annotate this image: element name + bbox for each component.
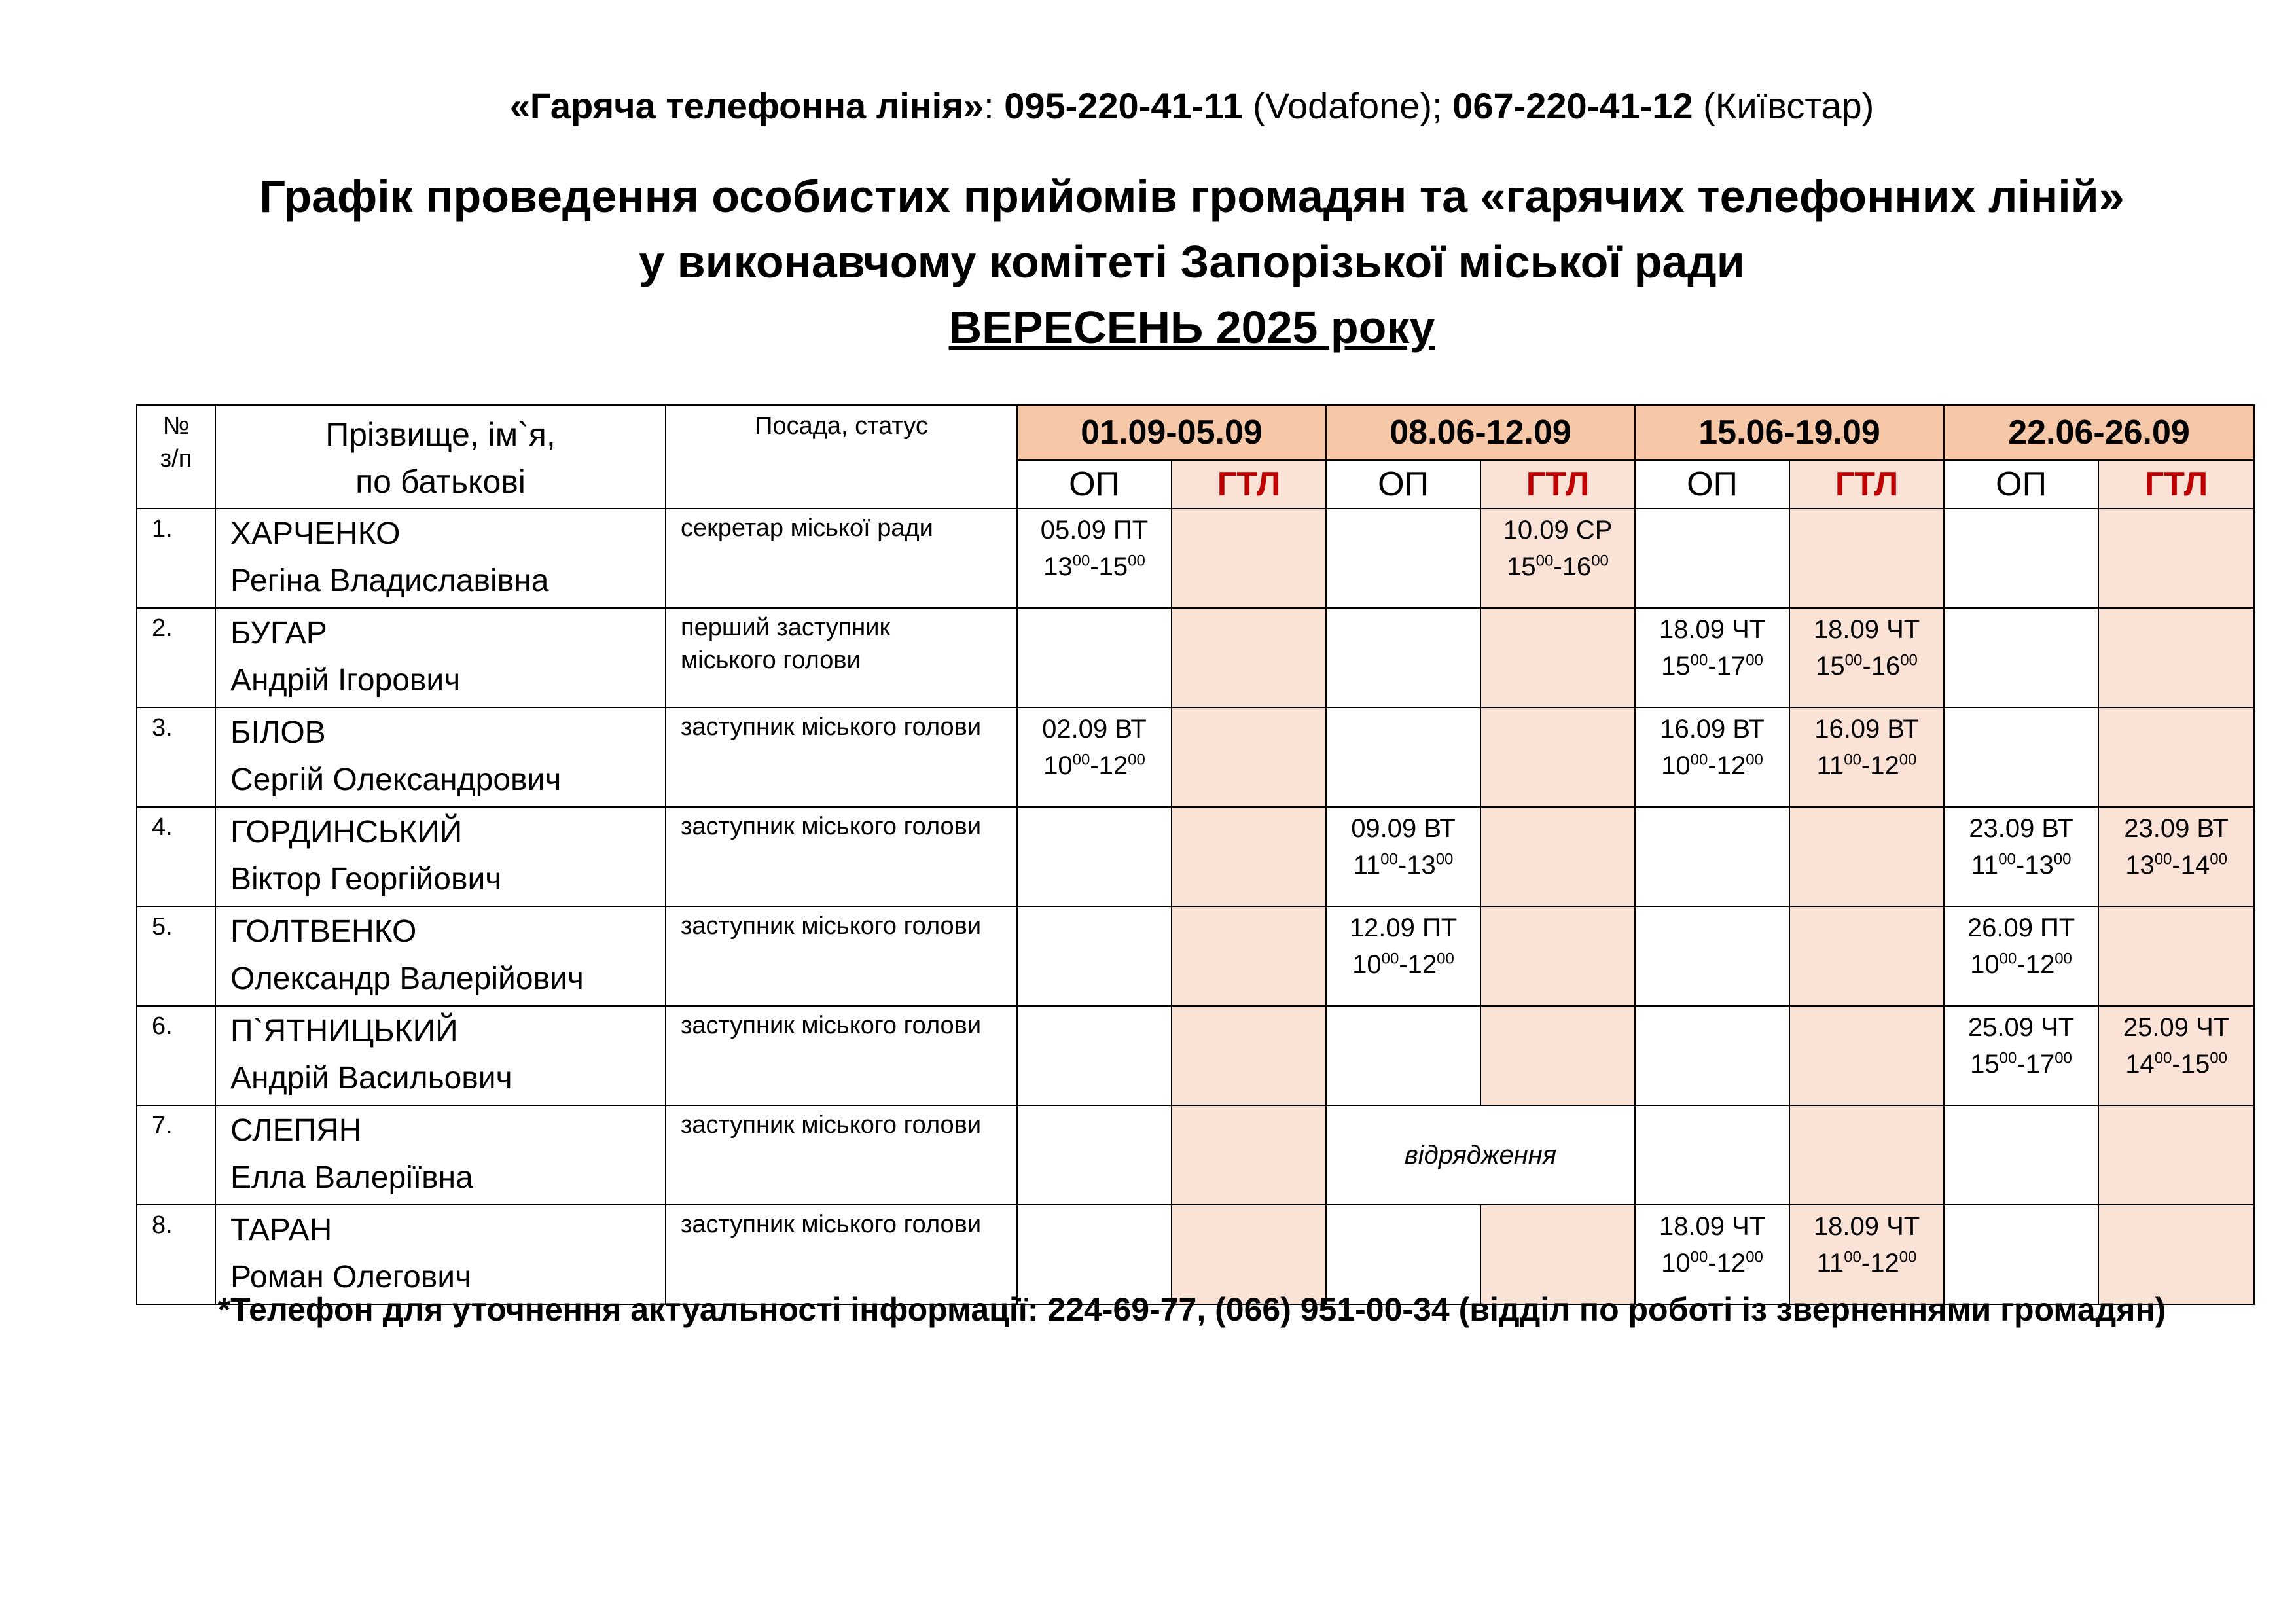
table-row <box>137 707 2254 807</box>
slot-time: $11^{00}-13^{00}$ <box>1353 850 1454 880</box>
slot-day: 25.09 ЧТ <box>2123 1013 2230 1042</box>
op-slot <box>1017 608 1172 707</box>
table-row <box>137 906 2254 1006</box>
person-surname: ГОРДИНСЬКИЙ <box>230 815 463 849</box>
hotline-operator-2: (Київстар) <box>1693 85 1874 126</box>
op-slot <box>1635 1105 1789 1205</box>
person-position: заступник міського голови <box>666 807 1017 906</box>
person-position: перший заступник міського голови <box>666 608 1017 707</box>
op-slot <box>1326 1006 1480 1105</box>
op-slot <box>1944 906 2098 1006</box>
op-slot <box>1944 807 2098 906</box>
op-slot <box>1326 508 1480 608</box>
table-row <box>137 508 2254 608</box>
op-slot <box>1017 508 1172 608</box>
header-number-line-2: з/п <box>160 445 192 473</box>
person-name <box>215 1006 666 1105</box>
gtl-slot <box>1480 508 1635 608</box>
table-row <box>137 1006 2254 1105</box>
person-surname: ТАРАН <box>230 1213 332 1247</box>
person-surname: СЛЕПЯН <box>230 1113 362 1148</box>
gtl-slot <box>2098 608 2254 707</box>
slot-time: $10^{00}-12^{00}$ <box>1661 751 1763 780</box>
op-slot <box>1635 608 1789 707</box>
gtl-slot <box>1172 707 1326 807</box>
row-number: 4. <box>137 807 215 906</box>
op-slot <box>1635 906 1789 1006</box>
op-slot <box>1635 707 1789 807</box>
table-row <box>137 608 2254 707</box>
slot-time: $15^{00}-17^{00}$ <box>1970 1049 2072 1079</box>
slot-day: 16.09 ВТ <box>1660 715 1765 743</box>
person-name <box>215 906 666 1006</box>
person-given-name: Андрій Васильович <box>230 1061 512 1096</box>
gtl-slot <box>2098 807 2254 906</box>
slot-time: $15^{00}-16^{00}$ <box>1816 651 1918 681</box>
slot-day: 02.09 ВТ <box>1042 715 1147 743</box>
row-number: 3. <box>137 707 215 807</box>
header-week-3: 15.06-19.09 <box>1635 405 1944 460</box>
op-slot <box>1635 1006 1789 1105</box>
gtl-slot <box>1480 608 1635 707</box>
gtl-slot <box>2098 508 2254 608</box>
gtl-slot <box>1789 807 1944 906</box>
person-given-name: Андрій Ігорович <box>230 663 461 698</box>
person-name <box>215 608 666 707</box>
slot-day: 25.09 ЧТ <box>1967 1013 2075 1042</box>
header-number-line-1: № <box>162 412 190 440</box>
header-op: ОП <box>1944 460 2098 508</box>
gtl-slot <box>2098 1006 2254 1105</box>
gtl-slot <box>1789 1006 1944 1105</box>
schedule-table <box>136 404 2255 1305</box>
header-row-weeks <box>137 405 2254 460</box>
slot-day: 18.09 ЧТ <box>1813 615 1920 644</box>
hotline-line <box>0 80 2296 132</box>
header-number <box>137 405 215 508</box>
person-name <box>215 1105 666 1205</box>
person-given-name: Роман Олегович <box>230 1260 472 1294</box>
person-given-name: Елла Валеріївна <box>230 1160 473 1195</box>
gtl-slot <box>1172 1006 1326 1105</box>
person-given-name: Регіна Владиславівна <box>230 563 549 598</box>
header-week-2: 08.06-12.09 <box>1326 405 1635 460</box>
op-slot <box>1017 1105 1172 1205</box>
header-gtl: ГТЛ <box>1480 460 1635 508</box>
hotline-operator-1: (Vodafone); <box>1242 85 1453 126</box>
slot-time: $13^{00}-15^{00}$ <box>1043 552 1145 581</box>
header-op: ОП <box>1017 460 1172 508</box>
gtl-slot <box>1480 906 1635 1006</box>
slot-time: $15^{00}-17^{00}$ <box>1661 651 1763 681</box>
slot-day: 09.09 ВТ <box>1351 814 1456 843</box>
header-gtl: ГТЛ <box>1789 460 1944 508</box>
gtl-slot <box>1480 807 1635 906</box>
header-name-line-2: по батькові <box>355 463 526 500</box>
header-gtl: ГТЛ <box>1172 460 1326 508</box>
op-slot <box>1017 1006 1172 1105</box>
op-slot <box>1017 807 1172 906</box>
hotline-sep: : <box>984 85 1005 126</box>
slot-day: 05.09 ПТ <box>1040 516 1149 544</box>
gtl-slot <box>1789 1105 1944 1205</box>
op-slot <box>1326 906 1480 1006</box>
row-number: 2. <box>137 608 215 707</box>
slot-time: $10^{00}-12^{00}$ <box>1352 950 1454 979</box>
slot-day: 10.09 СР <box>1503 516 1613 544</box>
slot-time: $11^{00}-12^{00}$ <box>1816 1248 1917 1277</box>
business-trip-note: відрядження <box>1326 1105 1635 1205</box>
op-slot <box>1635 508 1789 608</box>
person-position: заступник міського голови <box>666 1105 1017 1205</box>
slot-time: $13^{00}-14^{00}$ <box>2125 850 2227 880</box>
person-given-name: Олександр Валерійович <box>230 961 584 996</box>
row-number: 7. <box>137 1105 215 1205</box>
title-month: ВЕРЕСЕНЬ 2025 року <box>948 302 1435 353</box>
gtl-slot <box>1172 508 1326 608</box>
slot-day: 23.09 ВТ <box>1969 814 2073 843</box>
table-row <box>137 1105 2254 1205</box>
slot-day: 18.09 ЧТ <box>1659 1212 1766 1241</box>
slot-day: 23.09 ВТ <box>2124 814 2229 843</box>
person-position: заступник міського голови <box>666 906 1017 1006</box>
op-slot <box>1944 508 2098 608</box>
header-position: Посада, статус <box>666 405 1017 508</box>
slot-day: 12.09 ПТ <box>1349 914 1458 942</box>
person-surname: БІЛОВ <box>230 715 326 750</box>
hotline-phone-2: 067-220-41-12 <box>1452 85 1693 126</box>
op-slot <box>1944 608 2098 707</box>
header-op: ОП <box>1326 460 1480 508</box>
header-gtl: ГТЛ <box>2098 460 2254 508</box>
gtl-slot <box>2098 707 2254 807</box>
person-position: заступник міського голови <box>666 707 1017 807</box>
slot-time: $14^{00}-15^{00}$ <box>2125 1049 2227 1079</box>
slot-time: $10^{00}-12^{00}$ <box>1970 950 2072 979</box>
gtl-slot <box>1172 807 1326 906</box>
gtl-slot <box>1480 707 1635 807</box>
hotline-phone-1: 095-220-41-11 <box>1004 85 1243 126</box>
person-position: заступник міського голови <box>666 1006 1017 1105</box>
header-week-4: 22.06-26.09 <box>1944 405 2254 460</box>
gtl-slot <box>1172 1105 1326 1205</box>
person-name <box>215 707 666 807</box>
op-slot <box>1326 807 1480 906</box>
op-slot <box>1944 1105 2098 1205</box>
footnote-contact: *Телефон для уточнення актуальності інформації: 224-69-77, (066) 951-00-34 (відділ по роботі із зверненнями громадян) <box>217 1291 2166 1328</box>
row-number: 5. <box>137 906 215 1006</box>
slot-time: $11^{00}-13^{00}$ <box>1971 850 2072 880</box>
op-slot <box>1944 707 2098 807</box>
gtl-slot <box>2098 1105 2254 1205</box>
person-surname: БУГАР <box>230 616 327 651</box>
header-op: ОП <box>1635 460 1789 508</box>
hotline-label: «Гаряча телефонна лінія» <box>509 85 984 126</box>
header-name-line-1: Прізвище, ім`я, <box>325 416 556 453</box>
gtl-slot <box>1789 608 1944 707</box>
slot-time: $10^{00}-12^{00}$ <box>1043 751 1145 780</box>
op-slot <box>1326 707 1480 807</box>
title-line-1: Графік проведення особистих прийомів громадян та «гарячих телефонних ліній» <box>259 171 2125 222</box>
gtl-slot <box>1172 906 1326 1006</box>
person-position: заступник міського голови <box>666 1205 1017 1304</box>
slot-time: $10^{00}-12^{00}$ <box>1661 1248 1763 1277</box>
person-given-name: Віктор Георгійович <box>230 862 502 897</box>
slot-time: $11^{00}-12^{00}$ <box>1816 751 1917 780</box>
person-position: секретар міської ради <box>666 508 1017 608</box>
header-week-1: 01.09-05.09 <box>1017 405 1326 460</box>
slot-day: 26.09 ПТ <box>1967 914 2075 942</box>
op-slot <box>1017 906 1172 1006</box>
person-surname: ГОЛТВЕНКО <box>230 914 417 949</box>
op-slot <box>1326 608 1480 707</box>
person-surname: ХАРЧЕНКО <box>230 516 401 551</box>
document-title <box>0 164 2296 360</box>
slot-day: 18.09 ЧТ <box>1659 615 1766 644</box>
gtl-slot <box>2098 906 2254 1006</box>
row-number: 8. <box>137 1205 215 1304</box>
person-surname: П`ЯТНИЦЬКИЙ <box>230 1014 458 1048</box>
row-number: 6. <box>137 1006 215 1105</box>
op-slot <box>1017 707 1172 807</box>
header-name <box>215 405 666 508</box>
row-number: 1. <box>137 508 215 608</box>
gtl-slot <box>1480 1006 1635 1105</box>
op-slot <box>1944 1006 2098 1105</box>
slot-day: 18.09 ЧТ <box>1813 1212 1920 1241</box>
gtl-slot <box>1172 608 1326 707</box>
op-slot <box>1635 807 1789 906</box>
slot-time: $15^{00}-16^{00}$ <box>1507 552 1609 581</box>
table-row <box>137 807 2254 906</box>
slot-day: 16.09 ВТ <box>1814 715 1919 743</box>
title-line-2: у виконавчому комітеті Запорізької міської ради <box>639 236 1745 287</box>
gtl-slot <box>1789 707 1944 807</box>
gtl-slot <box>1789 508 1944 608</box>
gtl-slot <box>1789 906 1944 1006</box>
person-name <box>215 807 666 906</box>
person-name <box>215 508 666 608</box>
person-given-name: Сергій Олександрович <box>230 762 562 797</box>
